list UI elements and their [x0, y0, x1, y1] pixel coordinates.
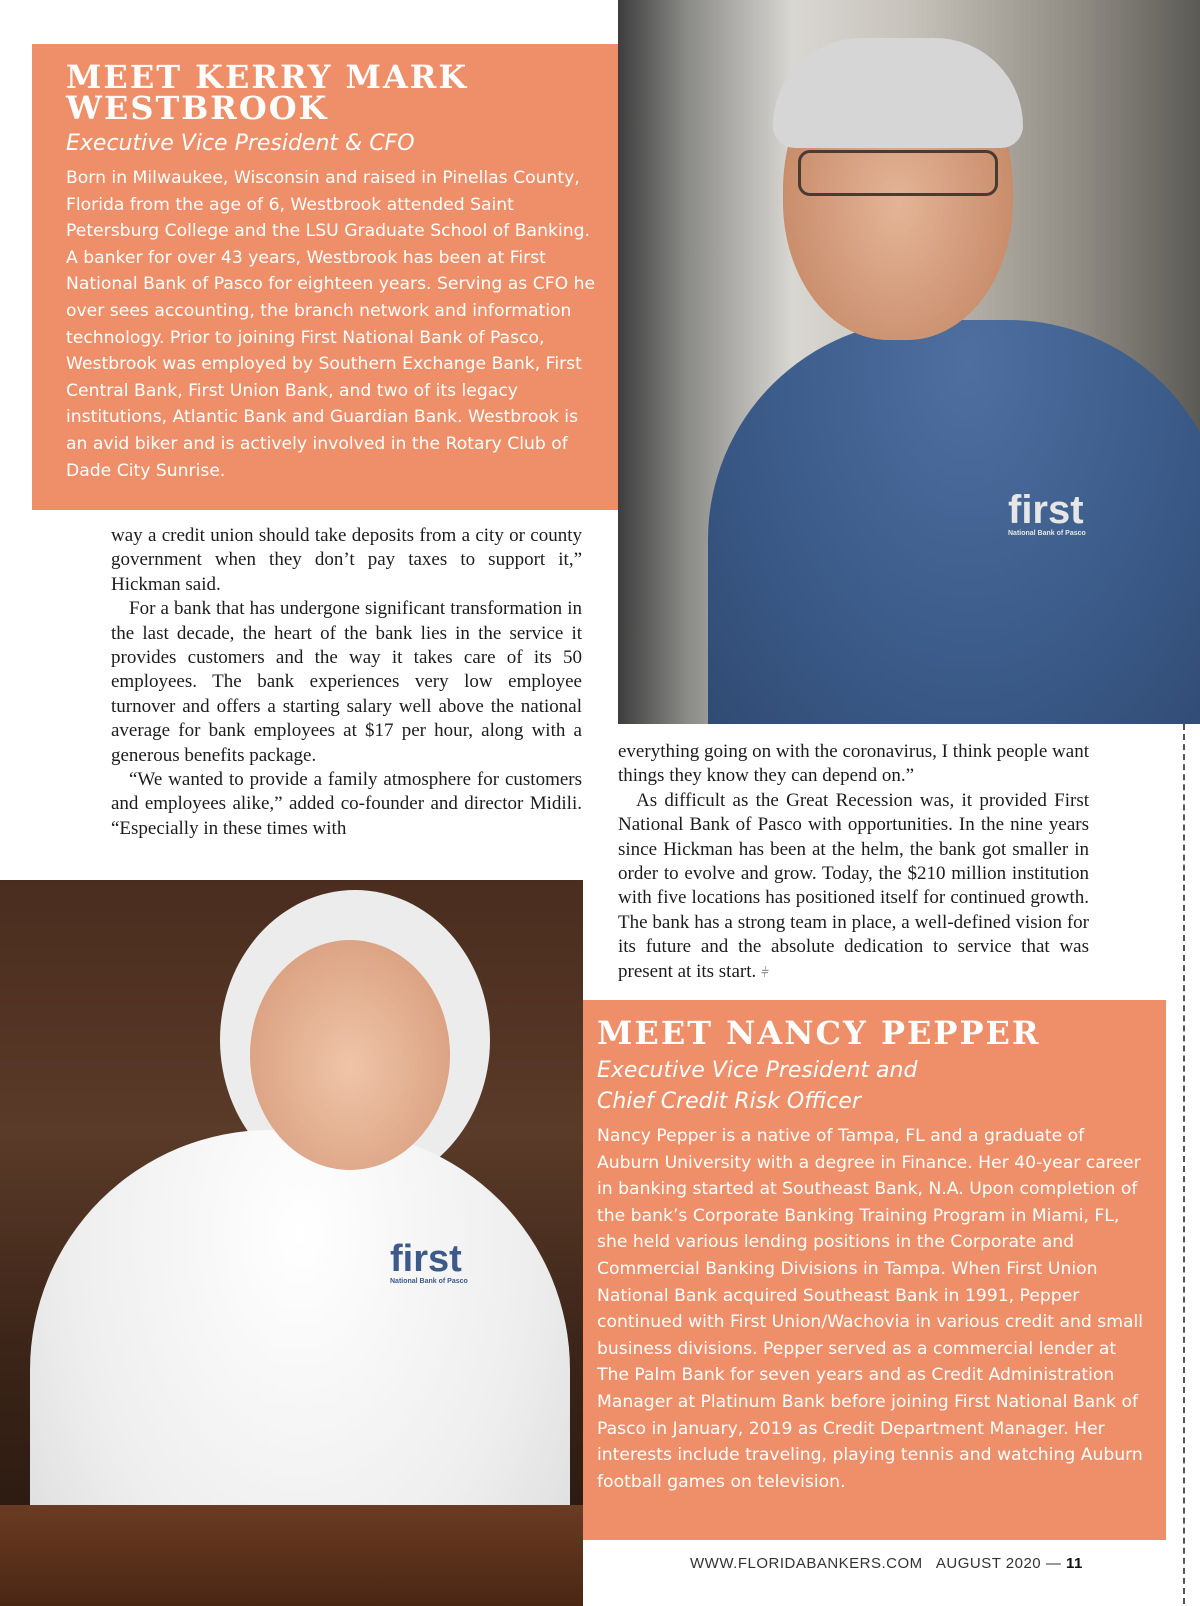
- footer-site: WWW.FLORIDABANKERS.COM: [690, 1555, 923, 1572]
- pillar-icon: ⫩: [761, 965, 770, 981]
- face: [250, 940, 450, 1170]
- glasses: [798, 150, 998, 196]
- page-number: 11: [1066, 1555, 1083, 1572]
- article-column-1: [111, 524, 582, 841]
- hair: [773, 38, 1023, 148]
- shirt-logo: first National Bank of Pasco: [1008, 488, 1086, 537]
- footer-date: AUGUST 2020: [935, 1555, 1042, 1572]
- pepper-photo: [0, 880, 583, 1606]
- bio-text: Born in Milwaukee, Wisconsin and raised in Pinellas County, Florida from the age of 6, Westbrook attended Saint Petersburg College and the LSU Graduate School of Banking. A banker for over 43 years, Westbrook has been at First National Bank of Pasco for eighteen years. Serving as CFO he over sees accounting, the branch network and information technology. Prior to joining First National Bank of Pasco, Westbrook was employed by Southern Exchange Bank, First Central Bank, First Union Bank, and two of its legacy institutions, Atlantic Bank and Guardian Bank. Westbrook is an avid biker and is actively involved in the Rotary Club of Dade City Sunrise.: [66, 168, 596, 481]
- desk: [0, 1505, 583, 1606]
- westbrook-photo: [618, 0, 1200, 724]
- bio-heading: MEET KERRY MARK WESTBROOK: [66, 58, 469, 127]
- shirt: [708, 320, 1200, 724]
- paragraph: For a bank that has undergone significant transformation in the last decade, the heart of the bank lies in the service it provides customers and the way it takes care of its 50 employees. The bank experiences very low employee turnover and offers a starting salary well above the national average for bank employees at $17 per hour, along with a generous benefits package.: [111, 598, 582, 766]
- article-column-2: [618, 740, 1089, 986]
- shirt-logo: first National Bank of Pasco: [390, 1238, 468, 1285]
- page-footer: [690, 1555, 1090, 1572]
- paragraph: “We wanted to provide a family atmosphere for customers and employees alike,” added co-founder and director Midili. “Especially in these times with: [111, 769, 582, 839]
- bio-title: Executive Vice President & CFO: [66, 131, 415, 156]
- paragraph: way a credit union should take deposits from a city or county government when they don’t pay taxes to support it,” Hickman said.: [111, 525, 582, 595]
- bio-title: Executive Vice President and Chief Credit Risk Officer: [597, 1058, 918, 1114]
- pepper-bio-box: [583, 1000, 1166, 1540]
- paragraph: everything going on with the coronavirus, I think people want things they know they can depend on.”: [618, 741, 1089, 787]
- westbrook-bio-box: [32, 44, 618, 510]
- footer-separator: —: [1045, 1555, 1062, 1572]
- page-edge-rule: [1183, 724, 1185, 1604]
- bio-heading: MEET NANCY PEPPER: [597, 1014, 1041, 1052]
- bio-text: Nancy Pepper is a native of Tampa, FL and a graduate of Auburn University with a degree in Finance. Her 40-year career in banking started at Southeast Bank, N.A. Upon completion of the bank’s Corporate Banking Training Program in Miami, FL, she held various lending positions in the Corporate and Commercial Banking Divisions in Tampa. When First Union National Bank acquired Southeast Bank in 1991, Pepper continued with First Union/Wachovia in various credit and small business divisions. Pepper served as a commercial lender at The Palm Bank for seven years and as Credit Administration Manager at Platinum Bank before joining First National Bank of Pasco in January, 2019 as Credit Department Manager. Her interests include traveling, playing tennis and watching Auburn football games on television.: [597, 1126, 1144, 1492]
- paragraph: As difficult as the Great Recession was, it provided First National Bank of Pasco with opportunities. In the nine years since Hickman has been at the helm, the bank got smaller in order to evolve and grow. Today, the $210 million institution with five locations has positioned itself for continued growth. The bank has a strong team in place, a well-defined vision for its future and the absolute dedication to service that was present at its start. ⫩: [618, 789, 1089, 982]
